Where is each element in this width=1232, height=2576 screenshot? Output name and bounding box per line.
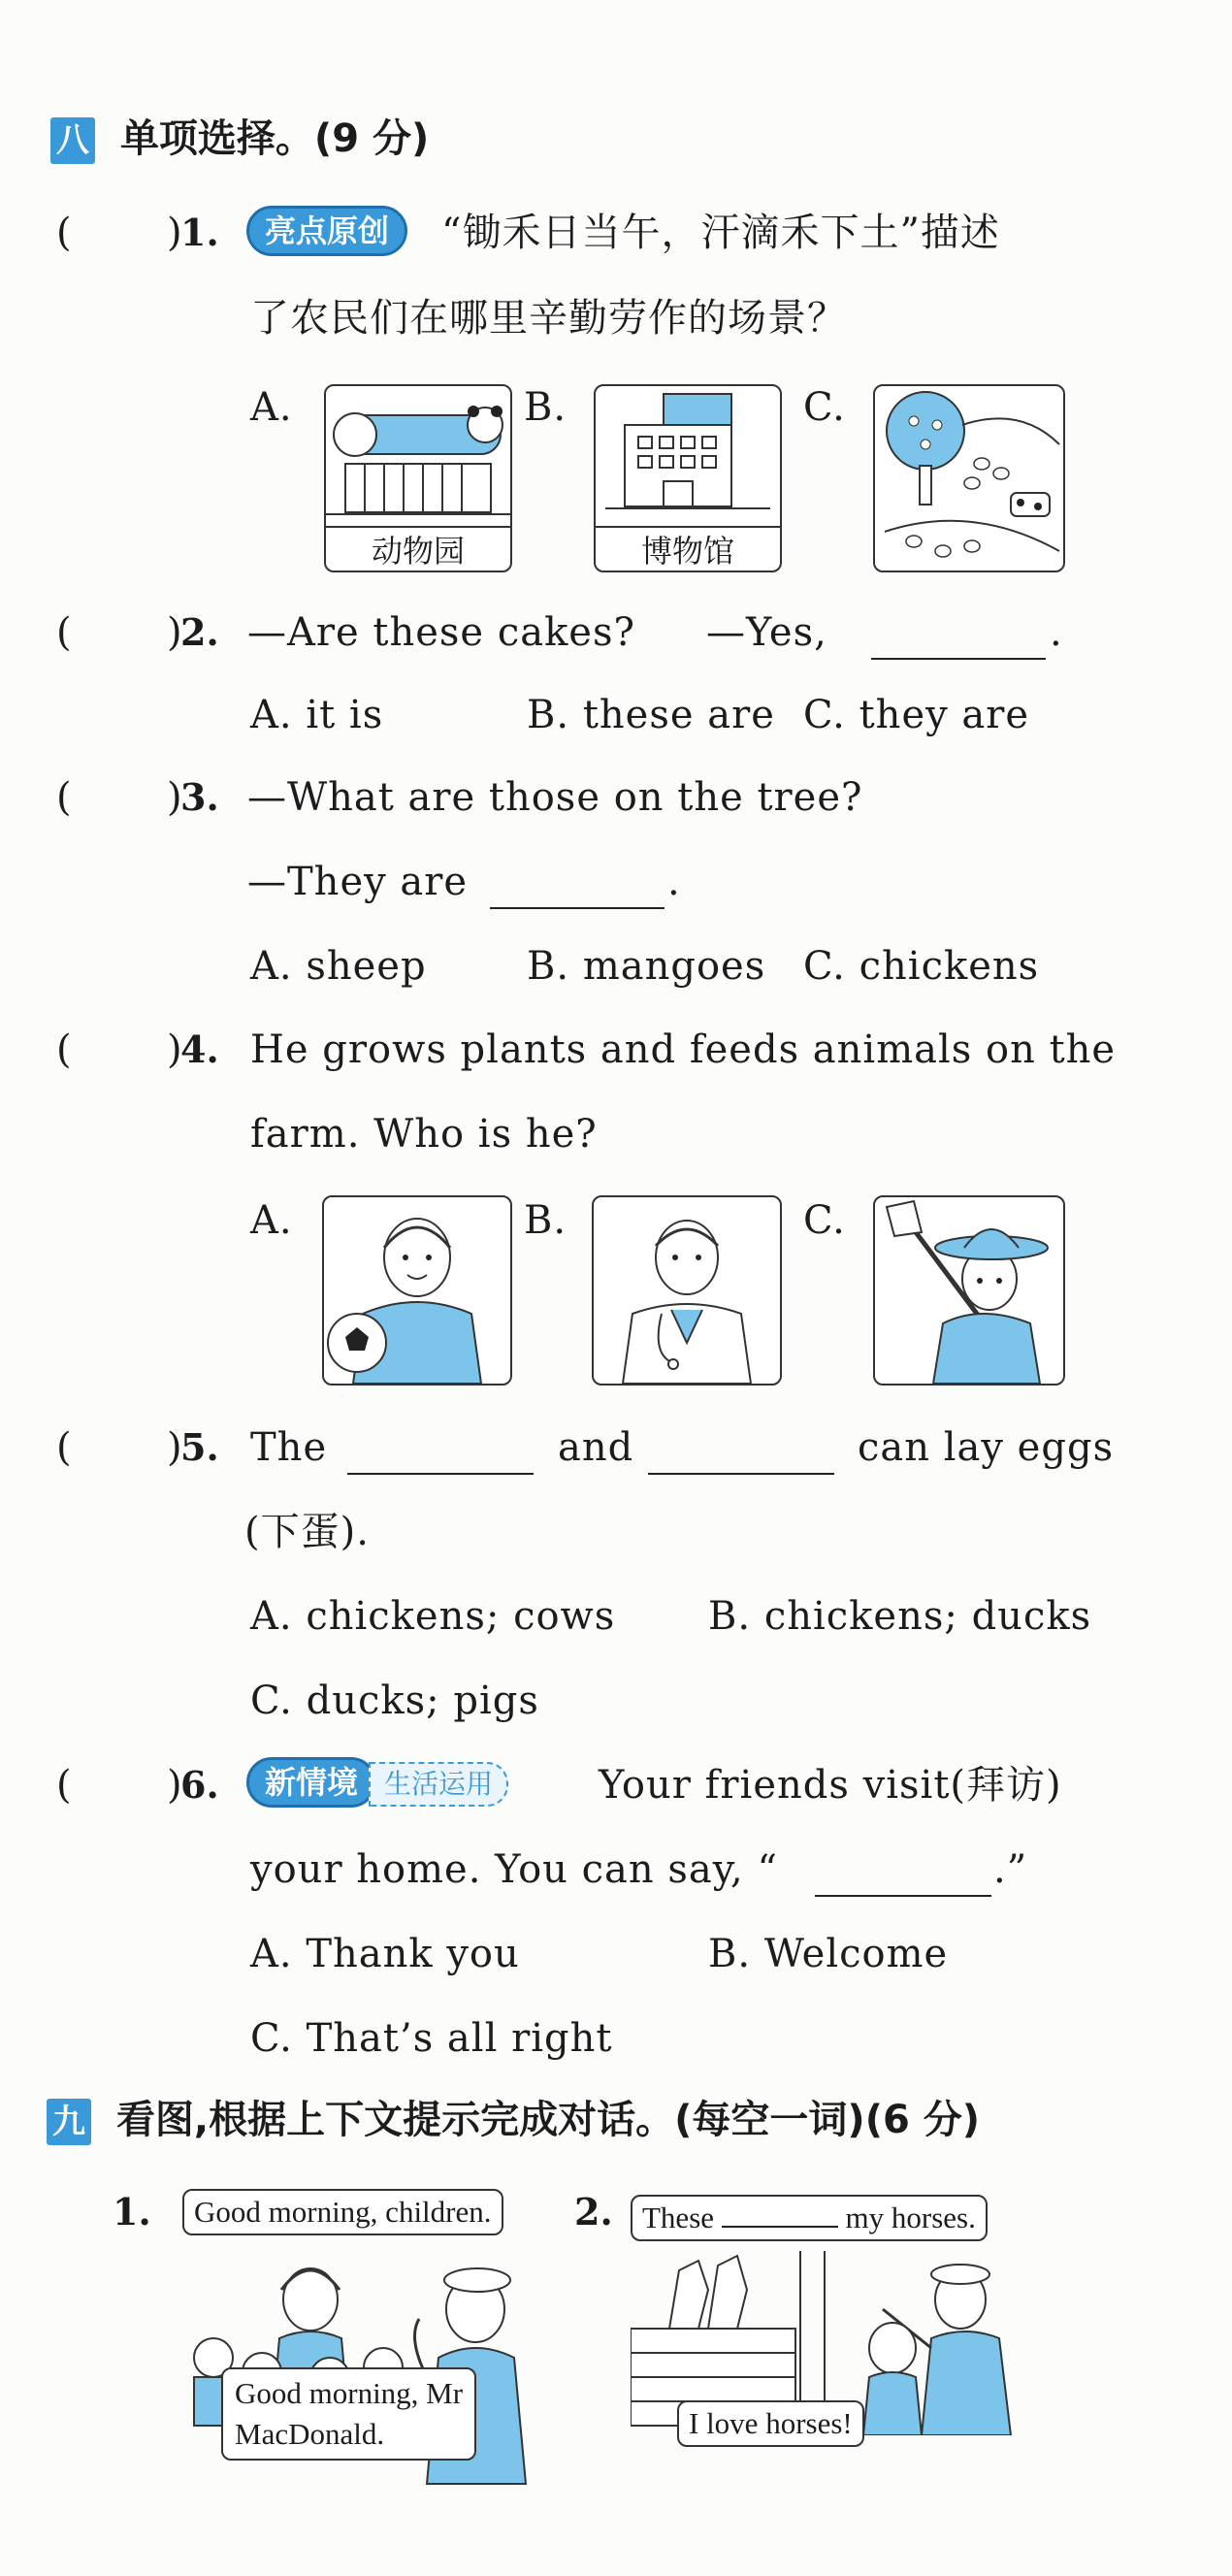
answer-blank-1[interactable]	[347, 1438, 534, 1475]
boy-with-football-icon	[324, 1197, 510, 1384]
farmer-with-shovel-icon	[875, 1197, 1063, 1384]
farm-field-icon	[875, 386, 1063, 571]
speech-text-b: my horses.	[845, 2201, 976, 2234]
question-text-line2: your home. You can say, “	[250, 1847, 778, 1892]
section-8-title: 单项选择。(9 分)	[119, 116, 430, 161]
option-a[interactable]: A. it is	[250, 693, 384, 737]
question-number: 4.	[180, 1027, 219, 1071]
zoo-gate-icon	[326, 386, 510, 522]
option-c-farmer-image[interactable]	[873, 1195, 1065, 1386]
option-b-label: B.	[524, 385, 567, 430]
doctor-icon	[594, 1197, 780, 1384]
question-text-line2: 了农民们在哪里辛勤劳作的场景？	[250, 296, 847, 341]
question-text-line1: —What are those on the tree?	[247, 775, 863, 820]
section-8-heading	[50, 114, 429, 164]
answer-paren-close: )	[167, 775, 182, 820]
speech-line-2: MacDonald.	[235, 2417, 385, 2451]
question-text-tail: can lay eggs	[858, 1425, 1115, 1470]
speech-bubble-children	[221, 2367, 476, 2461]
section-9-title: 看图,根据上下文提示完成对话。(每空一词)(6 分)	[115, 2098, 981, 2142]
new-situation-badge	[246, 1757, 508, 1808]
answer-paren-close: )	[167, 1763, 182, 1808]
option-c[interactable]: C. ducks; pigs	[250, 1679, 539, 1723]
option-a-label: A.	[250, 385, 293, 430]
option-b[interactable]: B. mangoes	[527, 944, 766, 989]
option-b-caption: 博物馆	[596, 526, 780, 572]
answer-paren-close: )	[167, 610, 182, 655]
question-text-line2: (下蛋).	[244, 1510, 370, 1554]
answer-paren-open[interactable]: (	[56, 1425, 72, 1470]
question-text-line2: farm. Who is he?	[250, 1112, 598, 1157]
answer-paren-open[interactable]: (	[56, 1763, 72, 1808]
museum-building-icon	[596, 386, 780, 522]
option-c[interactable]: C. That’s all right	[250, 2016, 613, 2061]
option-c[interactable]: C. they are	[803, 693, 1030, 737]
answer-paren-close: )	[167, 1425, 182, 1470]
highlight-original-badge: 亮点原创	[246, 206, 407, 256]
answer-paren-close: )	[167, 211, 182, 255]
question-text-and: and	[558, 1425, 634, 1470]
option-c[interactable]: C. chickens	[803, 944, 1040, 989]
question-number: 5.	[180, 1425, 219, 1469]
question-text-the: The	[250, 1425, 328, 1470]
option-b-museum-image[interactable]	[594, 384, 782, 572]
option-a-football-player-image[interactable]	[322, 1195, 512, 1386]
option-b[interactable]: B. Welcome	[708, 1932, 949, 1976]
question-text: —Are these cakes?	[247, 610, 635, 655]
speech-text-a: These	[642, 2201, 715, 2234]
answer-blank[interactable]	[722, 2201, 838, 2228]
answer-blank[interactable]	[871, 623, 1046, 660]
option-b-label: B.	[524, 1198, 567, 1243]
question-text-answer: —Yes,	[706, 610, 827, 655]
question-number: 2.	[180, 610, 219, 654]
option-a[interactable]: A. sheep	[250, 944, 427, 989]
picture-number: 2.	[574, 2190, 613, 2234]
option-c-label: C.	[803, 1198, 846, 1243]
answer-paren-open[interactable]: (	[56, 610, 72, 655]
answer-paren-open[interactable]: (	[56, 211, 72, 255]
question-number: 1.	[180, 211, 219, 254]
answer-blank-2[interactable]	[648, 1438, 834, 1475]
question-end-punct: .	[667, 860, 681, 904]
question-text-line1: Your friends visit(拜访)	[599, 1763, 1062, 1808]
question-end-punct: .	[1050, 610, 1063, 655]
speech-bubble-boy: I love horses!	[677, 2400, 864, 2447]
question-number: 6.	[180, 1763, 219, 1807]
section-9-heading	[47, 2096, 980, 2145]
speech-line-1: Good morning, Mr	[235, 2376, 464, 2410]
section-9-number: 九	[47, 2099, 91, 2145]
section-8-number: 八	[50, 117, 95, 164]
answer-paren-close: )	[167, 1027, 182, 1072]
option-a-label: A.	[250, 1198, 293, 1243]
answer-paren-open[interactable]: (	[56, 775, 72, 820]
option-a-zoo-image[interactable]	[324, 384, 512, 572]
option-b[interactable]: B. these are	[527, 693, 775, 737]
option-b[interactable]: B. chickens; ducks	[708, 1594, 1092, 1639]
answer-blank[interactable]	[490, 872, 665, 909]
option-a-caption: 动物园	[326, 526, 510, 572]
life-application-label: 生活运用	[369, 1762, 508, 1807]
question-end-punct: .”	[993, 1847, 1028, 1892]
answer-blank[interactable]	[815, 1860, 991, 1897]
speech-bubble-teacher: Good morning, children.	[182, 2189, 503, 2235]
answer-paren-open[interactable]: (	[56, 1027, 72, 1072]
question-text-line2: —They are	[247, 860, 469, 904]
question-text-line1: He grows plants and feeds animals on the	[250, 1027, 1117, 1072]
option-a[interactable]: A. Thank you	[250, 1932, 520, 1976]
option-c-farm-image[interactable]	[873, 384, 1065, 572]
question-text-line1: “锄禾日当午，汗滴禾下土”描述	[441, 211, 1000, 255]
option-c-label: C.	[803, 385, 846, 430]
option-b-doctor-image[interactable]	[592, 1195, 782, 1386]
new-situation-label: 新情境	[246, 1757, 376, 1808]
option-a[interactable]: A. chickens; cows	[250, 1594, 616, 1639]
picture-number: 1.	[113, 2190, 151, 2234]
question-number: 3.	[180, 775, 219, 819]
speech-bubble-farmer	[631, 2195, 988, 2241]
